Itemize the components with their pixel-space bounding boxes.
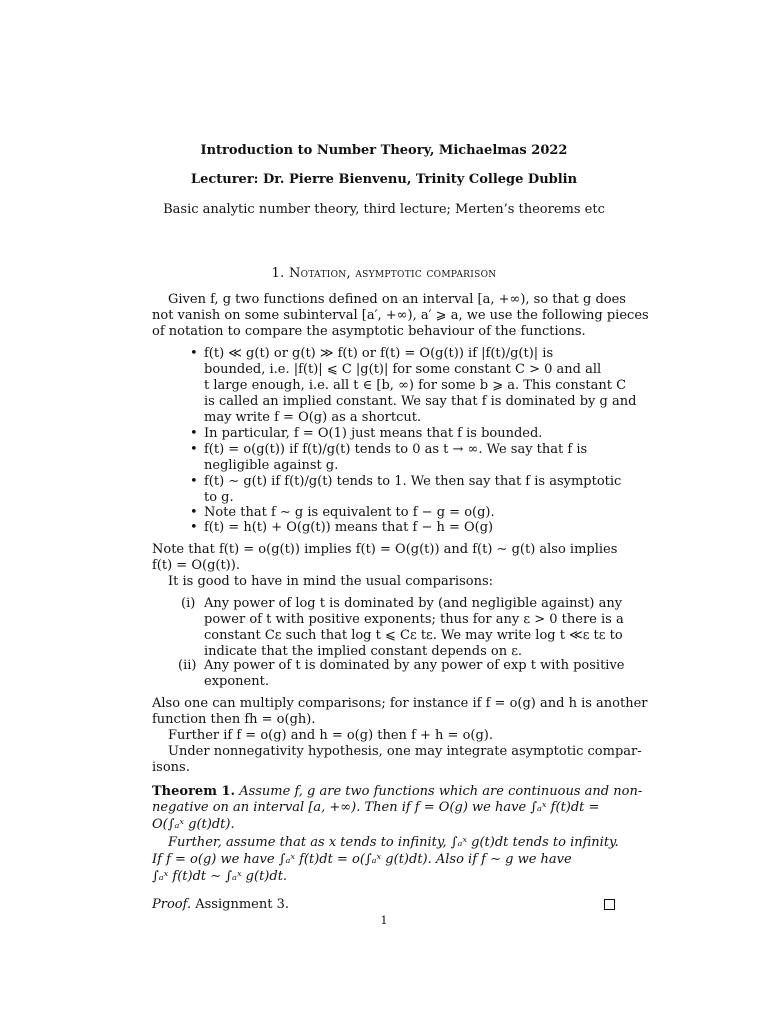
intro-line: not vanish on some subinterval [a′, +∞), a′ ⩾ a, we use the following pieces <box>152 308 649 323</box>
intro-line: of notation to compare the asymptotic behaviour of the functions. <box>152 324 586 339</box>
bullet-text: negligible against g. <box>204 458 339 473</box>
paragraph-line: It is good to have in mind the usual comparisons: <box>168 574 494 589</box>
bullet-text: f(t) ∼ g(t) if f(t)/g(t) tends to 1. We then say that f is asymptotic <box>204 474 622 489</box>
bullet-text: t large enough, i.e. all t ∈ [b, ∞) for some b ⩾ a. This constant C <box>204 378 627 393</box>
theorem-text: If f = o(g) we have ∫ₐˣ f(t)dt = o(∫ₐˣ g(t)dt). Also if f ∼ g we have <box>152 852 572 867</box>
theorem-text: Further, assume that as x tends to infinity, ∫ₐˣ g(t)dt tends to infinity. <box>168 835 619 850</box>
document-title: Introduction to Number Theory, Michaelmas 2022 <box>200 143 568 158</box>
enum-text: Any power of t is dominated by any power of exp t with positive <box>204 658 625 673</box>
bullet-text: may write f = O(g) as a shortcut. <box>204 410 422 425</box>
enum-marker: (ii) <box>178 658 197 673</box>
intro-line: Given f, g two functions defined on an interval [a, +∞), so that g does <box>168 292 626 307</box>
bullet-text: bounded, i.e. |f(t)| ⩽ C |g(t)| for some constant C > 0 and all <box>204 362 602 377</box>
section-heading: 1. Notation, asymptotic comparison <box>271 266 497 281</box>
bullet-text: f(t) = o(g(t)) if f(t)/g(t) tends to 0 as t → ∞. We say that f is <box>204 442 588 457</box>
bullet-text: Note that f ∼ g is equivalent to f − g = o(g). <box>204 505 495 520</box>
document-subtitle: Basic analytic number theory, third lecture; Merten’s theorems etc <box>163 202 605 217</box>
bullet-text: is called an implied constant. We say that f is dominated by g and <box>204 394 637 409</box>
theorem-text: O(∫ₐˣ g(t)dt). <box>152 817 235 832</box>
proof-label: Proof. <box>152 897 192 912</box>
bullet-text: f(t) ≪ g(t) or g(t) ≫ f(t) or f(t) = O(g(t)) if |f(t)/g(t)| is <box>204 346 554 361</box>
paragraph-line: Also one can multiply comparisons; for instance if f = o(g) and h is another <box>152 696 648 711</box>
proof-text: Assignment 3. <box>195 897 289 912</box>
theorem-first-line <box>152 784 642 800</box>
enum-text: exponent. <box>204 674 269 689</box>
theorem-text: Assume f, g are two functions which are continuous and non- <box>239 784 643 799</box>
bullet-marker: • <box>190 520 198 535</box>
bullet-marker: • <box>190 426 198 441</box>
page-number: 1 <box>380 914 388 927</box>
bullet-marker: • <box>190 346 198 361</box>
enum-text: power of t with positive exponents; thus for any ε > 0 there is a <box>204 612 624 627</box>
paragraph-line: Under nonnegativity hypothesis, one may integrate asymptotic compar- <box>168 744 642 759</box>
paragraph-line: function then fh = o(gh). <box>152 712 316 727</box>
enum-text: indicate that the implied constant depends on ε. <box>204 644 523 659</box>
enum-marker: (i) <box>181 596 196 611</box>
paragraph-line: Further if f = o(g) and h = o(g) then f + h = o(g). <box>168 728 493 743</box>
bullet-marker: • <box>190 442 198 457</box>
bullet-marker: • <box>190 474 198 489</box>
lecturer-line: Lecturer: Dr. Pierre Bienvenu, Trinity College Dublin <box>190 172 578 187</box>
enum-text: constant Cε such that log t ⩽ Cε tε. We may write log t ≪ε tε to <box>204 628 623 643</box>
bullet-text: to g. <box>204 490 234 505</box>
bullet-text: f(t) = h(t) + O(g(t)) means that f − h = O(g) <box>204 520 494 535</box>
paragraph-line: Note that f(t) = o(g(t)) implies f(t) = O(g(t)) and f(t) ∼ g(t) also implies <box>152 542 618 557</box>
bullet-marker: • <box>190 505 198 520</box>
theorem-text: ∫ₐˣ f(t)dt ∼ ∫ₐˣ g(t)dt. <box>152 869 288 884</box>
proof-line <box>152 897 289 913</box>
paragraph-line: isons. <box>152 760 190 775</box>
theorem-text: negative on an interval [a, +∞). Then if f = O(g) we have ∫ₐˣ f(t)dt = <box>152 800 600 815</box>
paragraph-line: f(t) = O(g(t)). <box>152 558 240 573</box>
enum-text: Any power of log t is dominated by (and negligible against) any <box>204 596 623 611</box>
theorem-label: Theorem 1. <box>152 784 236 799</box>
qed-square-icon <box>604 899 615 910</box>
bullet-text: In particular, f = O(1) just means that f is bounded. <box>204 426 543 441</box>
